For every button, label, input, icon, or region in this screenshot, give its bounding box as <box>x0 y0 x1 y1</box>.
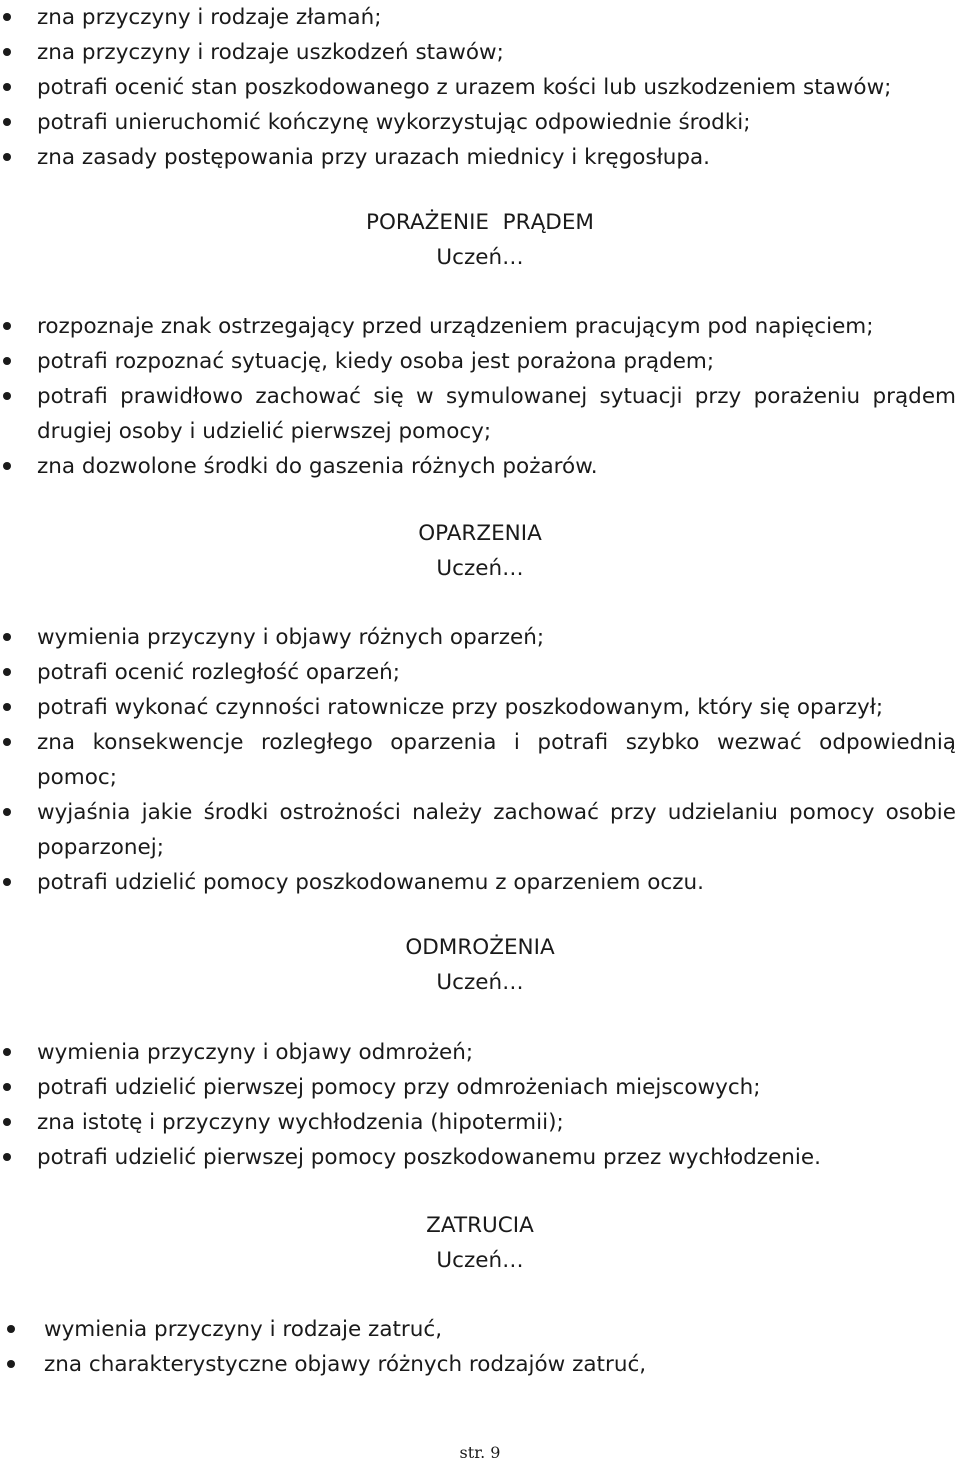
section-title-porazenie: PORAŻENIE PRĄDEM <box>366 210 594 235</box>
section-subtitle: Uczeń… <box>436 556 524 581</box>
section-list-porazenie <box>0 309 960 484</box>
list-item: zna istotę i przyczyny wychłodzenia (hipotermii); <box>0 1105 960 1140</box>
list-item: potrafi udzielić pomocy poszkodowanemu z oparzeniem oczu. <box>0 865 960 900</box>
list-item: zna konsekwencje rozległego oparzenia i potrafi szybko wezwać odpowiednią pomoc; <box>0 725 960 795</box>
list-item: potrafi udzielić pierwszej pomocy poszkodowanemu przez wychłodzenie. <box>0 1140 960 1175</box>
section-subtitle: Uczeń… <box>436 1248 524 1273</box>
list-item: potrafi ocenić stan poszkodowanego z urazem kości lub uszkodzeniem stawów; <box>0 70 960 105</box>
page-number: str. 9 <box>459 1443 501 1462</box>
list-item: rozpoznaje znak ostrzegający przed urządzeniem pracującym pod napięciem; <box>0 309 960 344</box>
list-item: zna dozwolone środki do gaszenia różnych pożarów. <box>0 449 960 484</box>
list-item: potrafi prawidłowo zachować się w symulowanej sytuacji przy porażeniu prądem drugiej osoby i udzielić pierwszej pomocy; <box>0 379 960 449</box>
section-title-zatrucia: ZATRUCIA <box>426 1213 534 1238</box>
list-item: potrafi unieruchomić kończynę wykorzystując odpowiednie środki; <box>0 105 960 140</box>
list-item: wymienia przyczyny i objawy różnych oparzeń; <box>0 620 960 655</box>
list-item: zna przyczyny i rodzaje uszkodzeń stawów; <box>0 35 960 70</box>
section-title-oparzenia: OPARZENIA <box>418 521 542 546</box>
list-item: wymienia przyczyny i objawy odmrożeń; <box>0 1035 960 1070</box>
list-item: potrafi wykonać czynności ratownicze przy poszkodowanym, który się oparzył; <box>0 690 960 725</box>
list-item: zna przyczyny i rodzaje złamań; <box>0 0 960 35</box>
list-item: wymienia przyczyny i rodzaje zatruć, <box>0 1312 960 1347</box>
section-list-oparzenia <box>0 620 960 900</box>
section-title-odmrozenia: ODMROŻENIA <box>405 935 555 960</box>
section-list-zatrucia <box>0 1312 960 1382</box>
list-item: potrafi ocenić rozległość oparzeń; <box>0 655 960 690</box>
list-item: potrafi udzielić pierwszej pomocy przy odmrożeniach miejscowych; <box>0 1070 960 1105</box>
intro-list <box>0 0 960 175</box>
list-item: potrafi rozpoznać sytuację, kiedy osoba jest porażona prądem; <box>0 344 960 379</box>
list-item: zna charakterystyczne objawy różnych rodzajów zatruć, <box>0 1347 960 1382</box>
section-list-odmrozenia <box>0 1035 960 1175</box>
section-subtitle: Uczeń… <box>436 245 524 270</box>
list-item: wyjaśnia jakie środki ostrożności należy zachować przy udzielaniu pomocy osobie poparzonej; <box>0 795 960 865</box>
list-item: zna zasady postępowania przy urazach miednicy i kręgosłupa. <box>0 140 960 175</box>
section-subtitle: Uczeń… <box>436 970 524 995</box>
